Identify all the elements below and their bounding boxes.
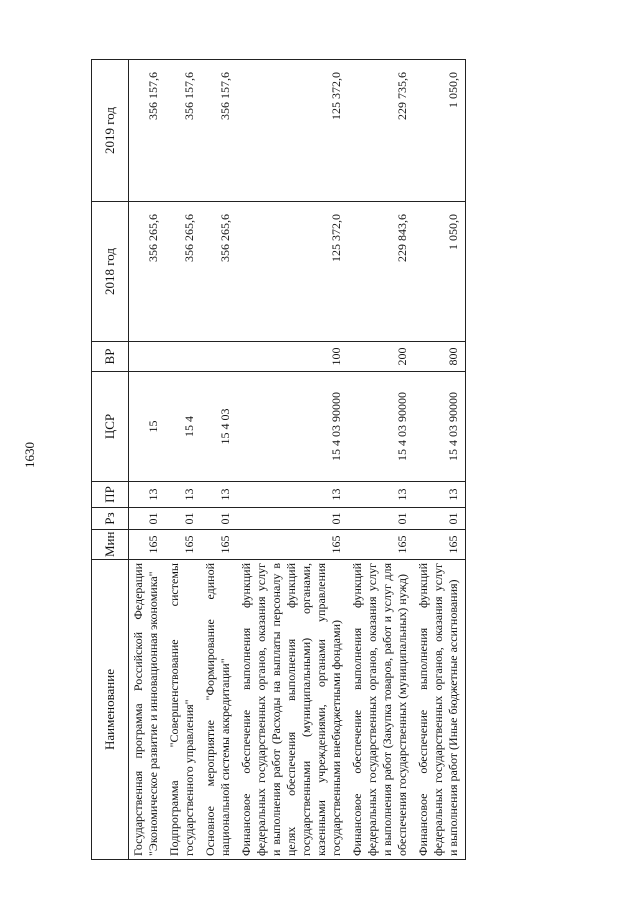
row-csr: 15 4 — [165, 372, 201, 482]
row-rz: 01 — [348, 508, 414, 530]
header-rz: Рз — [92, 508, 129, 530]
row-pr: 13 — [165, 482, 201, 508]
row-csr: 15 4 03 90000 — [348, 372, 414, 482]
row-pr: 13 — [237, 482, 348, 508]
row-rz: 01 — [129, 508, 166, 530]
row-vr — [129, 342, 166, 372]
row-name: Финансовое обеспечение выполнения функций федеральных государственных органов, оказания услуг и выполнения работ (Иные бюджетные ассигнования) — [414, 560, 466, 860]
row-name: Государственная программа Российской Федерации "Экономическое развитие и инновационная экономика" — [129, 560, 166, 860]
row-2018: 229 843,6 — [348, 202, 414, 342]
row-2018: 125 372,0 — [237, 202, 348, 342]
row-csr: 15 — [129, 372, 166, 482]
table-row — [129, 60, 166, 860]
row-csr: 15 4 03 — [201, 372, 237, 482]
header-min: Мин — [92, 530, 129, 560]
row-vr — [165, 342, 201, 372]
row-2019: 1 050,0 — [414, 60, 466, 202]
row-2019: 356 157,6 — [129, 60, 166, 202]
row-rz: 01 — [165, 508, 201, 530]
row-csr: 15 4 03 90000 — [237, 372, 348, 482]
row-vr: 100 — [237, 342, 348, 372]
row-rz: 01 — [201, 508, 237, 530]
header-vr: ВР — [92, 342, 129, 372]
table-row — [165, 60, 201, 860]
row-name: Подпрограмма "Совершенствование системы государственного управления" — [165, 560, 201, 860]
table-row — [348, 60, 414, 860]
header-2019: 2019 год — [92, 60, 129, 202]
row-csr: 15 4 03 90000 — [414, 372, 466, 482]
row-min: 165 — [129, 530, 166, 560]
row-vr: 200 — [348, 342, 414, 372]
header-pr: ПР — [92, 482, 129, 508]
row-min: 165 — [237, 530, 348, 560]
row-pr: 13 — [201, 482, 237, 508]
row-min: 165 — [348, 530, 414, 560]
row-2018: 1 050,0 — [414, 202, 466, 342]
page-number: 1630 — [22, 442, 37, 468]
row-rz: 01 — [414, 508, 466, 530]
row-2018: 356 265,6 — [129, 202, 166, 342]
budget-table — [91, 59, 466, 860]
row-min: 165 — [414, 530, 466, 560]
row-name: Финансовое обеспечение выполнения функций федеральных государственных органов, оказания услуг и выполнения работ (Расходы на выплаты персоналу в целях обеспечения выполнения функций государственными (муниципальными) органами, казенными учреждениями, органами управления государственными внебюджетными фондами) — [237, 560, 348, 860]
row-pr: 13 — [348, 482, 414, 508]
table-row — [201, 60, 237, 860]
header-name: Наименование — [92, 560, 129, 860]
row-vr: 800 — [414, 342, 466, 372]
header-csr: ЦСР — [92, 372, 129, 482]
row-name: Основное мероприятие "Формирование единой национальной системы аккредитации" — [201, 560, 237, 860]
table-row — [237, 60, 348, 860]
row-rz: 01 — [237, 508, 348, 530]
table-row — [414, 60, 466, 860]
row-name: Финансовое обеспечение выполнения функций федеральных государственных органов, оказания услуг и выполнения работ (Закупка товаров, работ и услуг для обеспечения государственных (муниципальных) нужд) — [348, 560, 414, 860]
row-2018: 356 265,6 — [165, 202, 201, 342]
row-2019: 125 372,0 — [237, 60, 348, 202]
table-header-row — [92, 60, 129, 860]
row-min: 165 — [201, 530, 237, 560]
header-2018: 2018 год — [92, 202, 129, 342]
row-pr: 13 — [414, 482, 466, 508]
row-2018: 356 265,6 — [201, 202, 237, 342]
row-pr: 13 — [129, 482, 166, 508]
row-min: 165 — [165, 530, 201, 560]
row-2019: 356 157,6 — [165, 60, 201, 202]
row-vr — [201, 342, 237, 372]
rotated-table-container — [91, 60, 571, 860]
row-2019: 229 735,6 — [348, 60, 414, 202]
row-2019: 356 157,6 — [201, 60, 237, 202]
